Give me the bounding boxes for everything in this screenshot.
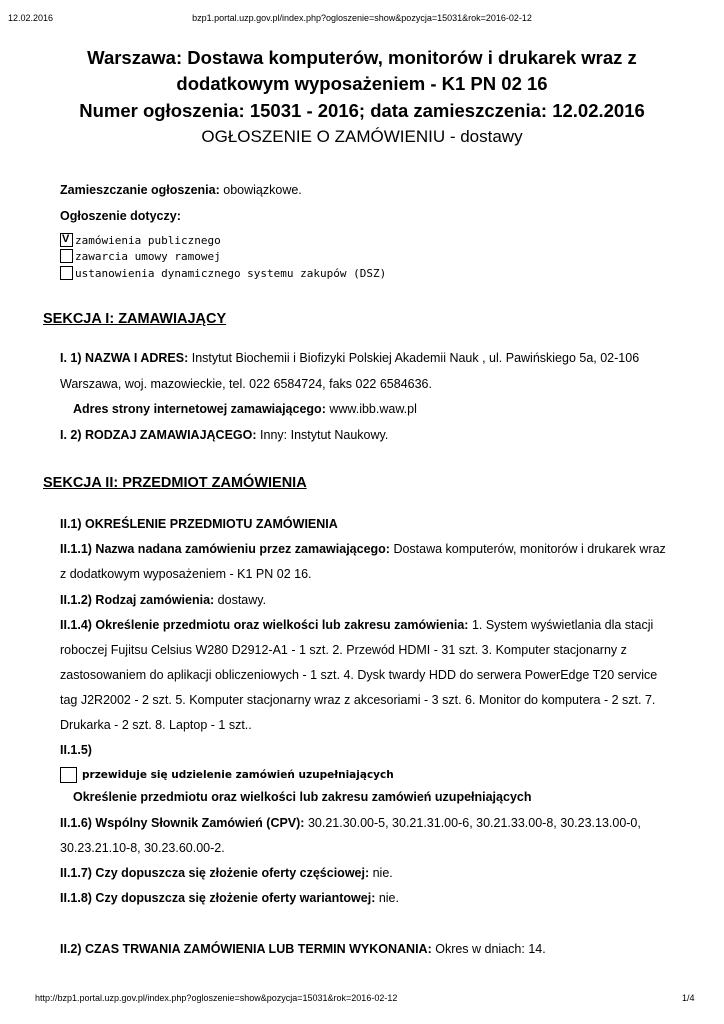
- name-address-label: I. 1) NAZWA I ADRES:: [60, 351, 189, 365]
- section-2-heading: SEKCJA II: PRZEDMIOT ZAMÓWIENIA: [43, 475, 307, 491]
- contract-name-row: [60, 542, 666, 556]
- contract-type-value: dostawy.: [214, 593, 267, 607]
- placement-label: Zamieszczanie ogłoszenia:: [60, 183, 220, 197]
- scope-line-4: tag J2R2002 - 2 szt. 5. Komputer stacjonarny wraz z akcesoriami - 3 szt. 6. Monitor do komputera - 2 szt. 7.: [60, 693, 656, 707]
- contract-type-row: [60, 593, 266, 607]
- scope-row: [60, 618, 653, 632]
- placement-value: obowiązkowe.: [219, 183, 302, 197]
- buyer-type-value: Inny: Instytut Naukowy.: [256, 428, 389, 442]
- checkbox-supplementary-orders[interactable]: [60, 767, 77, 783]
- buyer-type-row: [60, 428, 388, 442]
- print-url: bzp1.portal.uzp.gov.pl/index.php?ogloszenie=show&pozycja=15031&rok=2016-02-12: [192, 13, 532, 23]
- variant-offer-row: [60, 891, 399, 905]
- checkbox-public-procurement[interactable]: [60, 233, 73, 247]
- contract-name-label: II.1.1) Nazwa nadana zamówieniu przez zamawiającego:: [60, 542, 390, 556]
- option-label-dynamic-system: ustanowienia dynamicznego systemu zakupów (DSZ): [75, 267, 387, 280]
- scope-line-5: Drukarka - 2 szt. 8. Laptop - 1 szt..: [60, 718, 252, 732]
- supplementary-scope-label: Określenie przedmiotu oraz wielkości lub zakresu zamówień uzupełniających: [73, 790, 532, 804]
- contract-type-label: II.1.2) Rodzaj zamówienia:: [60, 593, 215, 607]
- scope-label: II.1.4) Określenie przedmiotu oraz wielkości lub zakresu zamówienia:: [60, 618, 469, 632]
- name-address-row: [60, 351, 639, 365]
- placement-row: [60, 183, 302, 197]
- scope-line-3: zastosowaniem do aplikacji obliczeniowych - 1 szt. 4. Dysk twardy HDD do serwera PowerEdge T20 service: [60, 668, 658, 682]
- option-label-public-procurement: zamówienia publicznego: [75, 234, 221, 247]
- partial-offer-label: II.1.7) Czy dopuszcza się złożenie oferty częściowej:: [60, 866, 370, 880]
- website-label: Adres strony internetowej zamawiającego:: [73, 402, 326, 416]
- variant-offer-label: II.1.8) Czy dopuszcza się złożenie oferty wariantowej:: [60, 891, 376, 905]
- notice-type: OGŁOSZENIE O ZAMÓWIENIU - dostawy: [201, 127, 523, 146]
- website-row: [73, 402, 417, 416]
- section-1-heading: SEKCJA I: ZAMAWIAJĄCY: [43, 311, 227, 327]
- cpv-row: [60, 816, 641, 830]
- cpv-cont: 30.23.21.10-8, 30.23.60.00-2.: [60, 841, 225, 855]
- concerns-label: Ogłoszenie dotyczy:: [60, 209, 181, 223]
- cpv-label: II.1.6) Wspólny Słownik Zamówień (CPV):: [60, 816, 305, 830]
- print-date: 12.02.2016: [8, 13, 54, 23]
- subject-heading: II.1) OKREŚLENIE PRZEDMIOTU ZAMÓWIENIA: [60, 517, 338, 531]
- title-line-2: dodatkowym wyposażeniem - K1 PN 02 16: [176, 73, 548, 94]
- checkbox-framework-agreement[interactable]: [60, 249, 73, 263]
- checkbox-dynamic-system[interactable]: [60, 266, 73, 280]
- supplementary-heading: II.1.5): [60, 743, 92, 757]
- partial-offer-row: [60, 866, 393, 880]
- duration-row: [60, 942, 546, 956]
- name-address-value: Instytut Biochemii i Biofizyki Polskiej Akademii Nauk , ul. Pawińskiego 5a, 02-106: [188, 351, 640, 365]
- checkbox-mark: V: [62, 233, 70, 245]
- website-value: www.ibb.waw.pl: [325, 402, 417, 416]
- option-label-framework-agreement: zawarcia umowy ramowej: [75, 250, 221, 263]
- cpv-value: 30.21.30.00-5, 30.21.31.00-6, 30.21.33.00-8, 30.23.13.00-0,: [304, 816, 641, 830]
- name-address-cont: Warszawa, woj. mazowieckie, tel. 022 6584724, faks 022 6584636.: [60, 377, 432, 391]
- title-line-1: Warszawa: Dostawa komputerów, monitorów i drukarek wraz z: [87, 47, 637, 68]
- footer-url: http://bzp1.portal.uzp.gov.pl/index.php?ogloszenie=show&pozycja=15031&rok=2016-02-12: [35, 993, 398, 1003]
- contract-name-cont: z dodatkowym wyposażeniem - K1 PN 02 16.: [60, 567, 312, 581]
- supplementary-option-label: przewiduje się udzielenie zamówień uzupełniających: [82, 769, 394, 781]
- title-line-3: Numer ogłoszenia: 15031 - 2016; data zamieszczenia: 12.02.2016: [79, 100, 645, 121]
- scope-value: 1. System wyświetlania dla stacji: [468, 618, 654, 632]
- scope-line-2: roboczej Fujitsu Celsius W280 D2912-A1 - 1 szt. 2. Przewód HDMI - 31 szt. 3. Komputer stacjonarny z: [60, 643, 627, 657]
- variant-offer-value: nie.: [375, 891, 399, 905]
- partial-offer-value: nie.: [369, 866, 393, 880]
- duration-value: Okres w dniach: 14.: [431, 942, 546, 956]
- buyer-type-label: I. 2) RODZAJ ZAMAWIAJĄCEGO:: [60, 428, 257, 442]
- duration-label: II.2) CZAS TRWANIA ZAMÓWIENIA LUB TERMIN WYKONANIA:: [60, 942, 432, 956]
- page-number: 1/4: [682, 993, 695, 1003]
- contract-name-value: Dostawa komputerów, monitorów i drukarek wraz: [389, 542, 666, 556]
